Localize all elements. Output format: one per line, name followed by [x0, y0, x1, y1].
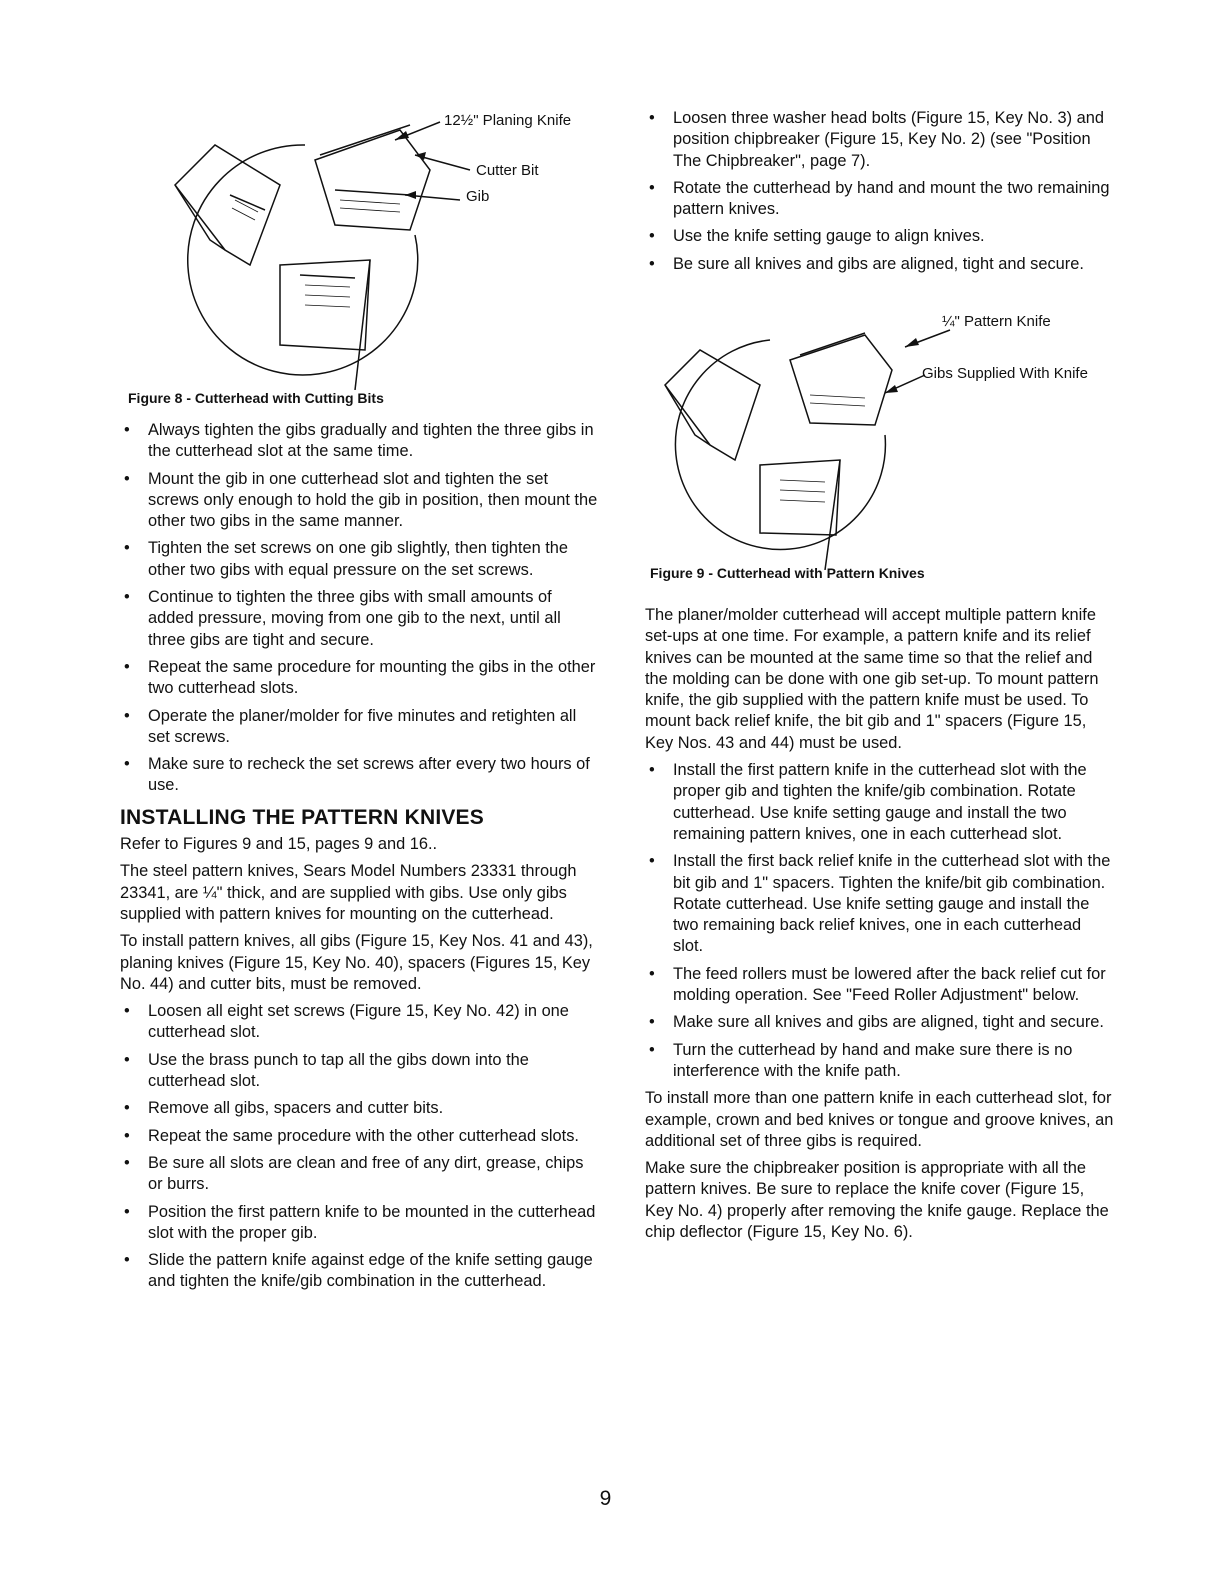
list-item: • Be sure all knives and gibs are aligned, tight and secure. [645, 254, 1115, 275]
list-item: • Install the first back relief knife in the cutterhead slot with the bit gib and 1" spacers. Tighten the knife/bit gib combination. Rotate cutterhead. Use knife setting gauge and install the two remaining back relief knives, one in each cutterhead slot. [645, 851, 1115, 957]
right-bottom-text [645, 605, 1115, 1249]
list-item: • Loosen three washer head bolts (Figure 15, Key No. 3) and position chipbreaker (Figure 15, Key No. 2) (see "Position The Chipbreaker", page 7). [645, 108, 1115, 172]
section-heading: INSTALLING THE PATTERN KNIVES [120, 805, 484, 829]
figure-9 [660, 305, 1115, 570]
figure-8-cutterhead-drawing [170, 100, 600, 390]
figure-9-caption: Figure 9 - Cutterhead with Pattern Knives [650, 565, 925, 581]
gib-tightening-list [120, 420, 600, 797]
figure-9-callout-gibs-supplied: Gibs Supplied With Knife [922, 365, 1088, 382]
list-item: • Make sure to recheck the set screws after every two hours of use. [120, 754, 600, 797]
list-item: • Install the first pattern knife in the cutterhead slot with the proper gib and tighten the knife/gib combination. Rotate cutterhead. Use knife setting gauge and install the two remaining pattern knives, one in each cutterhead slot. [645, 760, 1115, 845]
paragraph: The planer/molder cutterhead will accept multiple pattern knife set-ups at one time. For example, a pattern knife and its relief knives can be mounted at the same time so that the relief and the molding can be done with one gib set-up. To mount pattern knife, the gib supplied with the pattern knife must be used. To mount back relief knife, the bit gib and 1" spacers (Figure 15, Key Nos. 43 and 44) must be used. [645, 606, 1099, 752]
list-item: • Tighten the set screws on one gib slightly, then tighten the other two gibs with equal pressure on the set screws. [120, 538, 600, 581]
list-item: • Always tighten the gibs gradually and tighten the three gibs in the cutterhead slot at the same time. [120, 420, 600, 463]
list-item: • Slide the pattern knife against edge of the knife setting gauge and tighten the knife/gib combination in the cutterhead. [120, 1250, 600, 1293]
page-number: 9 [599, 1487, 612, 1510]
paragraph: To install pattern knives, all gibs (Figure 15, Key Nos. 41 and 43), planing knives (Figure 15, Key No. 40), spacers (Figures 15, Key No. 44) and cutter bits, must be removed. [120, 932, 593, 993]
left-text-flow [120, 420, 600, 1299]
pattern-knife-install-list [645, 760, 1115, 1082]
list-item: • Repeat the same procedure with the other cutterhead slots. [120, 1126, 600, 1147]
list-item: • Make sure all knives and gibs are aligned, tight and secure. [645, 1012, 1115, 1033]
figure-8-callout-planing-knife: 12½" Planing Knife [444, 112, 572, 129]
list-item: • Position the first pattern knife to be mounted in the cutterhead slot with the proper gib. [120, 1202, 600, 1245]
list-item: • Be sure all slots are clean and free of any dirt, grease, chips or burrs. [120, 1153, 600, 1196]
chipbreaker-list [645, 108, 1115, 275]
list-item: • Remove all gibs, spacers and cutter bits. [120, 1098, 600, 1119]
list-item: • Loosen all eight set screws (Figure 15, Key No. 42) in one cutterhead slot. [120, 1001, 600, 1044]
paragraph: Make sure the chipbreaker position is appropriate with all the pattern knives. Be sure to replace the knife cover (Figure 15, Key No. 4) properly after removing the knife gauge. Replace the chip deflector (Figure 15, Key No. 6). [645, 1159, 1109, 1242]
paragraph: Refer to Figures 9 and 15, pages 9 and 16.. [120, 835, 438, 854]
list-item: • Mount the gib in one cutterhead slot and tighten the set screws only enough to hold the gib in position, then mount the other two gibs in the same manner. [120, 469, 600, 533]
list-item: • Turn the cutterhead by hand and make sure there is no interference with the knife path. [645, 1040, 1115, 1083]
list-item: • Continue to tighten the three gibs with small amounts of added pressure, moving from one gib to the next, until all three gibs are tight and secure. [120, 587, 600, 651]
list-item: • Operate the planer/molder for five minutes and retighten all set screws. [120, 706, 600, 749]
right-top-text [645, 108, 1115, 281]
figure-8-caption: Figure 8 - Cutterhead with Cutting Bits [128, 390, 384, 406]
list-item: • Repeat the same procedure for mounting the gibs in the other two cutterhead slots. [120, 657, 600, 700]
paragraph: To install more than one pattern knife in each cutterhead slot, for example, crown and bed knives or tongue and groove knives, an additional set of three gibs is required. [645, 1089, 1114, 1150]
figure-9-callout-pattern-knife: ¼" Pattern Knife [942, 313, 1051, 330]
figure-8-callout-gib: Gib [466, 188, 490, 205]
figure-9-cutterhead-drawing [660, 305, 1115, 570]
knife-removal-list [120, 1001, 600, 1293]
figure-8-callout-cutter-bit: Cutter Bit [476, 162, 539, 179]
list-item: • Use the brass punch to tap all the gibs down into the cutterhead slot. [120, 1050, 600, 1093]
figure-8 [170, 100, 600, 390]
list-item: • Use the knife setting gauge to align knives. [645, 226, 1115, 247]
paragraph: The steel pattern knives, Sears Model Numbers 23331 through 23341, are ¼" thick, and are supplied with gibs. Use only gibs supplied with pattern knives for mounting on the cutterhead. [120, 862, 577, 923]
list-item: • Rotate the cutterhead by hand and mount the two remaining pattern knives. [645, 178, 1115, 221]
list-item: • The feed rollers must be lowered after the back relief cut for molding operation. See "Feed Roller Adjustment" below. [645, 964, 1115, 1007]
